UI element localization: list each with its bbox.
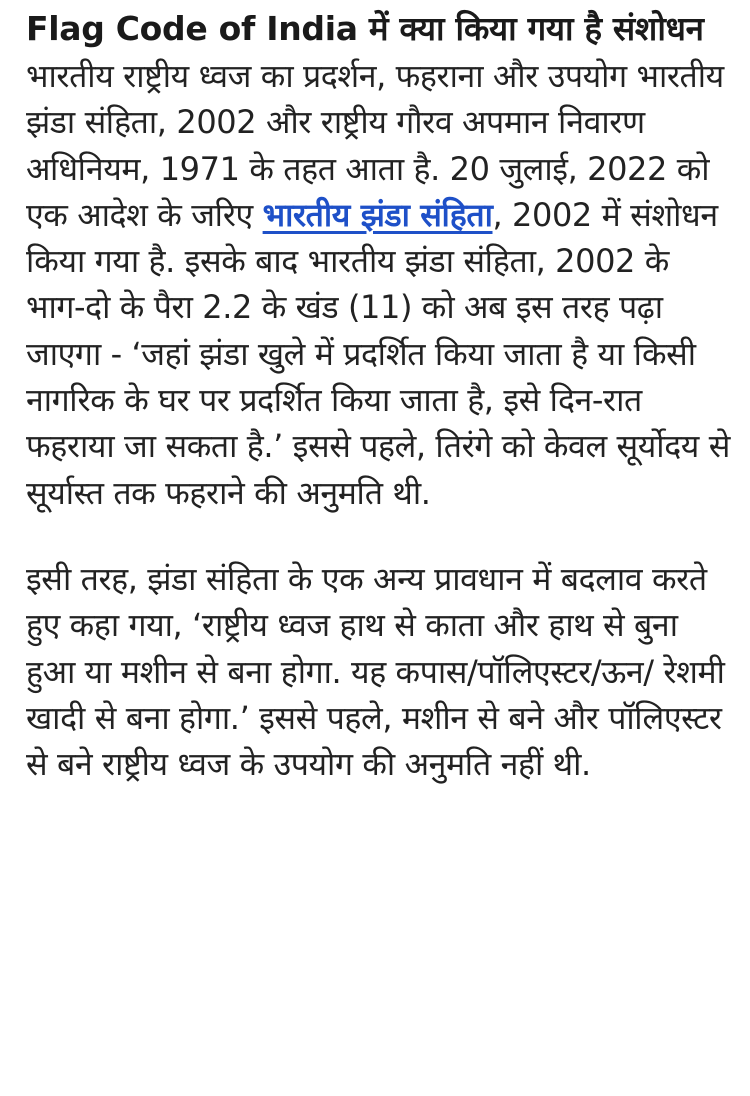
paragraph-1-text-start: भारतीय राष्ट्रीय ध्वज का प्रदर्शन, फहराना और उपयोग भारतीय झंडा संहिता, 2002 और राष्ट्रीय गौरव अपमान निवारण अधिनियम, 1971 के तहत आता है. 20 जुलाई, 2022 को एक आदेश के जरिए (26, 57, 724, 234)
paragraph-1-text-end: , 2002 में संशोधन किया गया है. इसके बाद भारतीय झंडा संहिता, 2002 के भाग-दो के पैरा 2.2 के खंड (11) को अब इस तरह पढ़ा जाएगा - ‘जहां झंडा खुले में प्रदर्शित किया जाता है या किसी नागरिक के घर पर प्रदर्शित किया जाता है, इसे दिन-रात फहराया जा सकता है.’ इससे पहले, तिरंगे को केवल सूर्योदय से सूर्यास्त तक फहराने की अनुमति थी. (26, 195, 730, 512)
article-paragraph-1 (26, 53, 732, 516)
flag-code-link[interactable]: भारतीय झंडा संहिता (262, 195, 493, 234)
article-paragraph-2: इसी तरह, झंडा संहिता के एक अन्य प्रावधान में बदलाव करते हुए कहा गया, ‘राष्ट्रीय ध्वज हाथ से काता और हाथ से बुना हुआ या मशीन से बना होगा. यह कपास/पॉलिएस्टर/ऊन/ रेशमी खादी से बना होगा.’ इससे पहले, मशीन से बने और पॉलिएस्टर से बने राष्ट्रीय ध्वज के उपयोग की अनुमति नहीं थी. (26, 559, 725, 784)
article (26, 6, 732, 787)
article-headline: Flag Code of India में क्या किया गया है संशोधन (26, 9, 704, 48)
